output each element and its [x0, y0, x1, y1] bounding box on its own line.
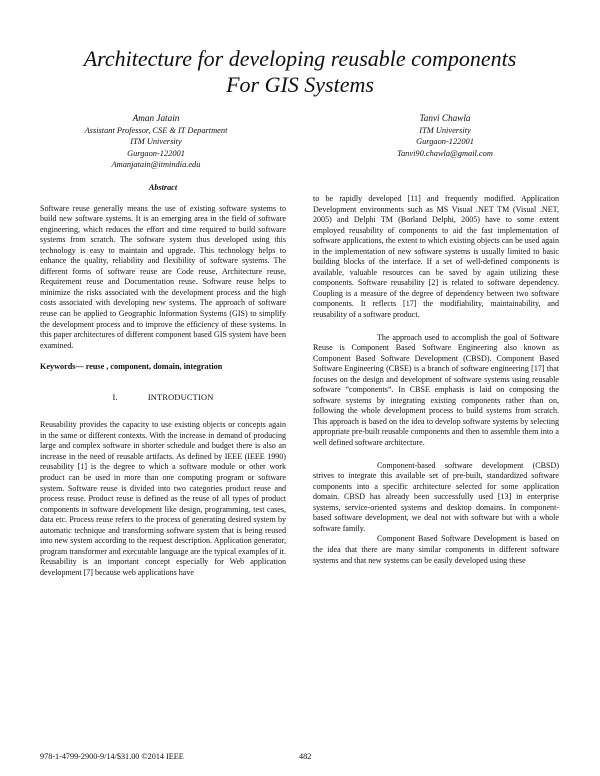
- cbse-paragraph: The approach used to accomplish the goal of Software Reuse is Component Based Software Engineering also known as Component Based Software Development (CBSD). Component Based Software Engineering (CBSE) is a branch of software engineering [17] that focuses on the design and development of software systems using reusable software “components”. In CBSE emphasis is laid on composing the software systems by integrating existing components rather than on, following the whole development process to build systems from scratch. This approach is based on the idea to develop software systems by selecting appropriate pre-built reusable components and then to assemble them into a well defined software architecture.: [313, 332, 559, 448]
- author-email: Tanvi90.chawla@gmail.com: [397, 148, 493, 158]
- author-email: Amanjatain@itmindia.edu: [111, 160, 201, 169]
- author-city: Gurgaon-122001: [416, 137, 474, 146]
- author-org: ITM University: [419, 125, 471, 135]
- section-title: INTRODUCTION: [147, 392, 214, 402]
- cbsd-idea-paragraph: Component Based Software Development is based on the idea that there are many similar components in different software systems and that new systems can be easily developed using these: [313, 534, 559, 565]
- right-column: [313, 194, 559, 566]
- author-city: Gurgaon-122001: [127, 148, 185, 158]
- keywords-label: Keywords—: [40, 362, 84, 372]
- cbsd-paragraph: Component-based software development (CBSD) strives to integrate this available set of pre-built, standardized software components into a specific architecture selected for some application domain. CBSD has already been successfully used [13] in enterprise systems, service-oriented systems and desktop domains. In component-based software development, we deal not with software but with a whole software family.: [313, 460, 559, 533]
- footer-isbn: 978-1-4799-2900-9/14/$31.00 ©2014 IEEE: [40, 752, 184, 761]
- author-block-1: [66, 113, 246, 171]
- keywords: [40, 362, 286, 373]
- intro-paragraph: Reusability provides the capacity to use existing objects or concepts again in the same or different contexts. With the increase in demand of producing large and complex software in shorter schedule and budget there is also an increase in the need of reusable artifacts. As defined by IEEE (IEEE 1990) reusability [1] is the degree to which a software module or other work product can be used in more than one computing program or software system. Software reuse is divided into two categories product reuse and process reuse. Product reuse is defined as the reuse of all types of product components in software development like design, programming, test cases, data etc. Process reuse refers to the process of generating desired system by automatic technique and transforming software system that is being reused into new system according to the request description. Application generator, program transformer and executable language are the typical examples of it. Reusability is an important concept especially for Web application development [7] because web applications have: [40, 420, 286, 577]
- page-number: 482: [299, 752, 312, 761]
- section-heading: [40, 393, 286, 404]
- title-line-2: For GIS Systems: [226, 72, 374, 97]
- intro-paragraph-continued: to be rapidly developed [11] and frequently modified. Application Development environments such as MS Visual .NET TM (Visual .NET, 2005) and Delphi TM (Borland Delphi, 2005) have to some extent employed reusability of components to aid the fast implementation of software applications, the extent to which existing objects can be used again in the implementation of new software systems is usually limited to basic building blocks of the interface. If a set of well-defined components is available, valuable resources can be saved by again utilizing these components. Software reusability [2] is related to software dependency. Coupling is a measure of the degree of dependency between two software components. It reflects [17] the modifiability, maintainability, and reusability of a software product.: [313, 194, 559, 320]
- author-block-2: [355, 113, 535, 159]
- section-number: I.: [112, 392, 118, 402]
- author-name: Tanvi Chawla: [419, 113, 471, 123]
- author-role: Assistant Professor, CSE & IT Department: [84, 125, 228, 135]
- title-line-1: Architecture for developing reusable components: [83, 46, 517, 71]
- author-name: Aman Jatain: [132, 113, 180, 123]
- author-org: ITM University: [130, 137, 182, 146]
- left-column: [40, 181, 286, 579]
- keywords-text: reuse , component, domain, integration: [83, 362, 223, 372]
- abstract-text: Software reuse generally means the use of existing software systems to build new software systems. It is an emerging area in the field of software engineering, which reduces the effort and time required to build software systems from scratch. The software system thus developed using this technology is easy to maintain and upgrade. This technology helps to enhance the quality, reliability and flexibility of software systems. The different forms of software reuse are Code reuse, Architecture reuse, Requirement reuse and Documentation reuse. Software reuse helps to minimize the risks associated with the development process and the high costs associated with developing new systems. The approach of software reuse can be applied to Geographic Information Systems (GIS) to simplify the development process and to improve the efficiency of these systems. In this paper architectures of different component based GIS system have been examined.: [40, 203, 286, 350]
- abstract-heading: Abstract: [148, 183, 178, 192]
- paper-title: [40, 46, 560, 98]
